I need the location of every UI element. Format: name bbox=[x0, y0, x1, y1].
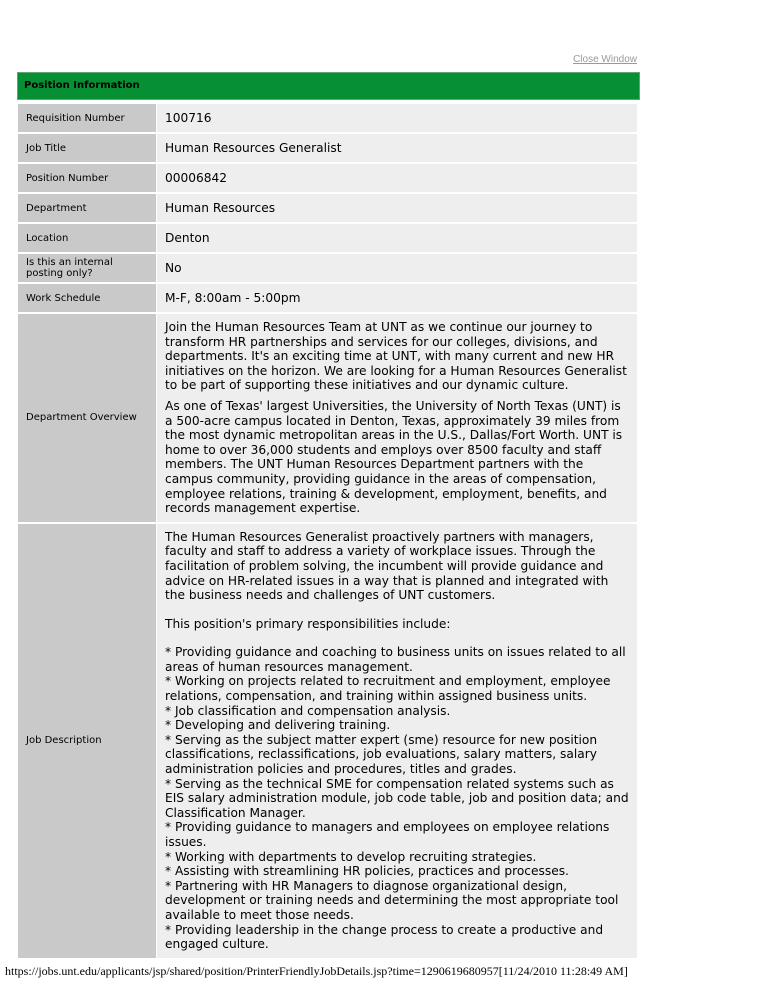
row-value: Denton bbox=[157, 224, 637, 252]
responsibility-item: * Providing guidance to managers and employees on employee relations issues. bbox=[165, 820, 610, 849]
overview-paragraph: Join the Human Resources Team at UNT as we continue our journey to transform HR partnerships and services for our colleges, divisions, and departments. It's an exciting time at UNT, with many current and new HR initiatives on the horizon. We are looking for a Human Resources Generalist to be part of supporting these initiatives and our dynamic culture. bbox=[165, 320, 627, 393]
table-row bbox=[18, 194, 637, 222]
row-label: Job Description bbox=[18, 524, 156, 958]
section-header bbox=[17, 72, 640, 100]
position-table bbox=[17, 102, 638, 960]
responsibility-item: * Job classification and compensation analysis. bbox=[165, 703, 451, 718]
row-label: Requisition Number bbox=[18, 104, 156, 132]
responsibility-item: * Serving as the subject matter expert (sme) resource for new position classifications, reclassifications, job evaluations, salary matters, salary administration policies and procedures, titles and grades. bbox=[165, 732, 598, 777]
responsibility-item: * Assisting with streamlining HR policies, practices and processes. bbox=[165, 864, 569, 879]
department-overview-value bbox=[157, 314, 637, 522]
responsibility-item: * Providing leadership in the change process to create a productive and engaged culture. bbox=[165, 922, 604, 952]
row-value: M-F, 8:00am - 5:00pm bbox=[157, 284, 637, 312]
responsibility-item: * Developing and delivering training. bbox=[165, 718, 391, 733]
responsibility-item: * Serving as the technical SME for compensation related systems such as EIS salary administration module, job code table, job and position data; and Classification Manager. bbox=[165, 776, 629, 820]
table-row bbox=[18, 224, 637, 252]
page-url-footer: https://jobs.unt.edu/applicants/jsp/shared/position/PrinterFriendlyJobDetails.jsp?time=1290619680957[11/24/2010 11:28:49 AM] bbox=[5, 964, 628, 978]
row-value: No bbox=[157, 254, 637, 282]
row-label: Department bbox=[18, 194, 156, 222]
responsibility-item: * Working on projects related to recruitment and employment, employee relations, compensation, and training within assigned business units. bbox=[165, 674, 611, 704]
responsibility-item: * Partnering with HR Managers to diagnose organizational design, development or training needs and determining the most appropriate tool available to meet those needs. bbox=[165, 878, 619, 922]
row-label: Location bbox=[18, 224, 156, 252]
table-row bbox=[18, 164, 637, 192]
close-window-link[interactable]: Close Window bbox=[573, 54, 637, 65]
responsibility-item: * Working with departments to develop recruiting strategies. bbox=[165, 849, 537, 864]
row-label: Job Title bbox=[18, 134, 156, 162]
table-row bbox=[18, 524, 637, 958]
table-row bbox=[18, 104, 637, 132]
row-label: Is this an internal posting only? bbox=[18, 254, 156, 282]
overview-paragraph: As one of Texas' largest Universities, the University of North Texas (UNT) is a 500-acre campus located in Denton, Texas, approximately 39 miles from the most dynamic metropolitan areas in the U.S., Dallas/Fort Worth. UNT is home to over 36,000 students and employs over 8500 faculty and staff members. The UNT Human Resources Department partners with the campus community, providing guidance in the areas of compensation, employee relations, training & development, employment, benefits, and records management expertise. bbox=[165, 398, 623, 516]
section-title: Position Information bbox=[24, 80, 140, 91]
row-label: Position Number bbox=[18, 164, 156, 192]
row-value: Human Resources Generalist bbox=[157, 134, 637, 162]
row-label: Department Overview bbox=[18, 314, 156, 522]
table-row bbox=[18, 314, 637, 522]
table-row bbox=[18, 134, 637, 162]
row-value: 00006842 bbox=[157, 164, 637, 192]
responsibility-item: * Providing guidance and coaching to business units on issues related to all areas of human resources management. bbox=[165, 645, 626, 674]
responsibilities-list bbox=[165, 645, 629, 951]
row-value: 100716 bbox=[157, 104, 637, 132]
job-description-value bbox=[157, 524, 637, 958]
row-label: Work Schedule bbox=[18, 284, 156, 312]
responsibilities-heading: This position's primary responsibilities include: bbox=[165, 616, 451, 631]
row-value: Human Resources bbox=[157, 194, 637, 222]
table-row bbox=[18, 254, 637, 282]
table-row bbox=[18, 284, 637, 312]
description-intro: The Human Resources Generalist proactively partners with managers, faculty and staff to address a variety of workplace issues. Through the facilitation of problem solving, the incumbent will provide guidance and advice on HR-related issues in a way that is planned and integrated with the business needs and challenges of UNT customers. bbox=[165, 529, 609, 603]
